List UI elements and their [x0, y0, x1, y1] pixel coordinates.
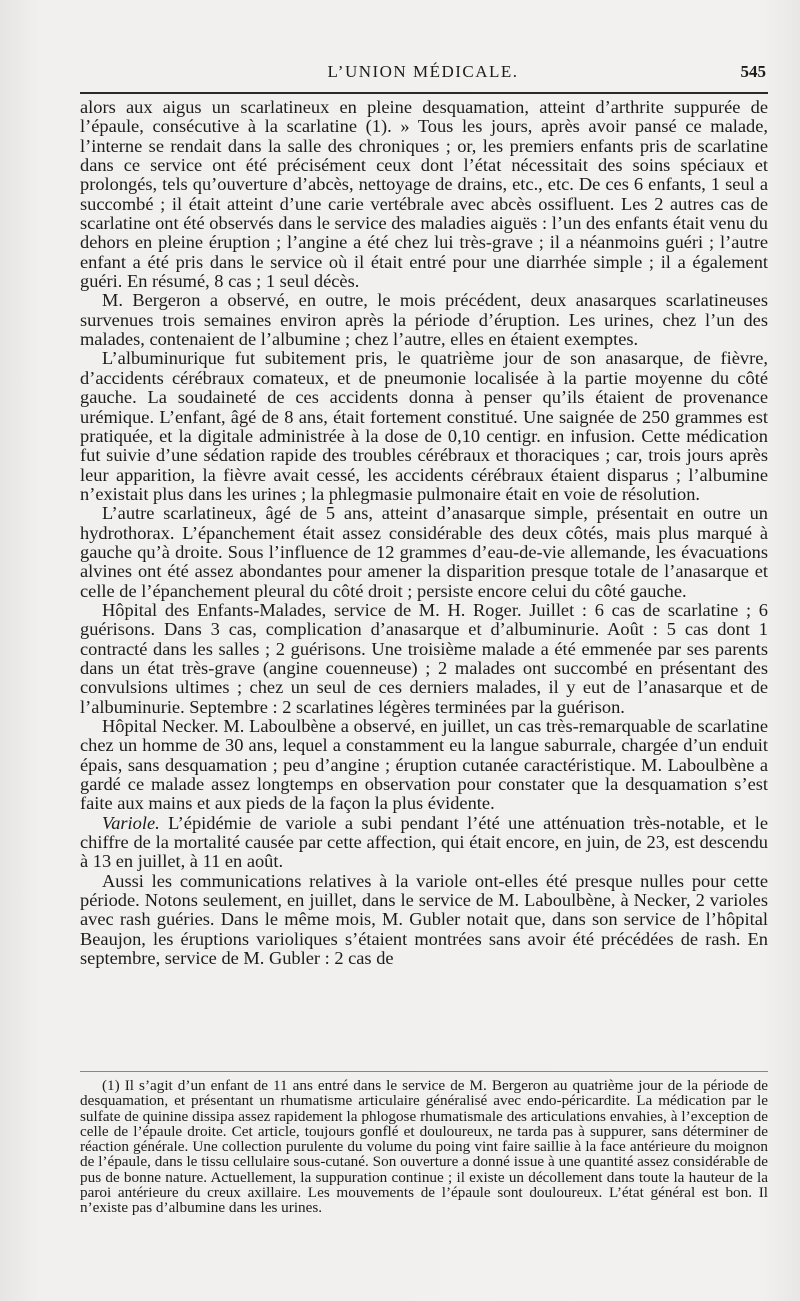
page-header: [78, 60, 768, 90]
paragraph-3: L’albuminurique fut subitement pris, le quatrième jour de son anasarque, de fièvre, d’accidents cérébraux comateux, et de pneumonie localisée à la partie moyenne du côté gauche. La soudaineté de ces accidents donna à penser qu’ils étaient de provenance urémique. L’enfant, âgé de 8 ans, était fortement constitué. Une saignée de 250 grammes est pratiquée, et la digitale administrée à la dose de 0,10 centigr. en infusion. Cette médication fut suivie d’une sédation rapide des troubles cérébraux et thoraciques ; car, trois jours après leur apparition, la fièvre avait cessé, les accidents cérébraux étaient disparus ; l’albumine n’existait plus dans les urines ; la phlegmasie pulmonaire était en voie de résolution.: [80, 348, 768, 504]
section-label-variole: Variole.: [102, 812, 160, 833]
paragraph-7-variole: [80, 814, 768, 872]
header-rule: [80, 92, 768, 94]
running-title: L’UNION MÉDICALE.: [327, 62, 519, 81]
page-number: 545: [740, 62, 766, 81]
paragraph-8: Aussi les communications relatives à la variole ont-elles été presque nulles pour cette période. Notons seulement, en juillet, dans le service de M. Laboulbène, à Necker, 2 varioles avec rash guéries. Dans le même mois, M. Gubler notait que, dans son service de l’hôpital Beaujon, les éruptions varioliques s’étaient montrées sans avoir été précédées de rash. En septembre, service de M. Gubler : 2 cas de: [80, 870, 768, 969]
paragraph-7-text: L’épidémie de variole a subi pendant l’été une atténuation très-notable, et le chiffre de la mortalité causée par cette affection, qui était encore, en juin, de 23, est descendu à 13 en juillet, à 11 en août.: [80, 812, 768, 872]
main-text: [80, 98, 768, 968]
paragraph-5: Hôpital des Enfants-Malades, service de M. H. Roger. Juillet : 6 cas de scarlatine ; 6 guérisons. Dans 3 cas, complication d’anasarque et d’albuminurie. Août : 5 cas dont 1 contracté dans les salles ; 2 guérisons. Une troisième malade a été emmenée par ses parents dans un état très-grave (angine couenneuse) ; 2 malades ont succombé en présentant des convulsions ultimes ; chez un seul de ces derniers malades, il y eut de l’anasarque et de l’albuminurie. Septembre : 2 scarlatines légères terminées par la guérison.: [80, 599, 768, 717]
footnote-rule: [80, 1071, 768, 1072]
paragraph-4: L’autre scarlatineux, âgé de 5 ans, atteint d’anasarque simple, présentait en outre un hydrothorax. L’épanchement était assez considérable des deux côtés, mais plus marqué à gauche qu’à droite. Sous l’influence de 12 grammes d’eau-de-vie allemande, les évacuations alvines ont été assez abondantes pour amener la disparition presque totale de l’anasarque et celle de l’épanchement pleural du côté droit ; persiste encore celui du côté gauche.: [80, 503, 768, 601]
paragraph-2: M. Bergeron a observé, en outre, le mois précédent, deux anasarques scarlatineuses survenues trois semaines environ après la période d’éruption. Les urines, chez l’un des malades, contenaient de l’albumine ; chez l’autre, elles en étaient exemptes.: [80, 290, 768, 350]
paragraph-1: alors aux aigus un scarlatineux en pleine desquamation, atteint d’arthrite suppurée de l’épaule, consécutive à la scarlatine (1). » Tous les jours, après avoir pansé ce malade, l’interne se rendait dans la salle des chroniques ; or, les premiers enfants pris de scarlatine dans ce service ont été précisément ceux dont l’état nécessitait des soins spéciaux et prolongés, tels qu’ouverture d’abcès, nettoyage de drains, etc., etc. De ces 6 enfants, 1 seul a succombé ; il était atteint d’une carie vertébrale avec abcès ossifluent. Les 2 autres cas de scarlatine ont été observés dans le service des maladies aiguës : l’un des enfants était venu du dehors en pleine éruption ; l’angine a été chez lui très-grave ; il a néanmoins guéri ; l’autre enfant a été pris dans le service où il était entré pour une diarrhée simple ; il a également guéri. En résumé, 8 cas ; 1 seul décès.: [80, 97, 768, 292]
paragraph-6: Hôpital Necker. M. Laboulbène a observé, en juillet, un cas très-remarquable de scarlatine chez un homme de 30 ans, lequel a constamment eu la langue saburrale, chargée d’un enduit épais, sans desquamation ; peu d’angine ; éruption cutanée caractéristique. M. Laboulbène a gardé ce malade assez longtemps en observation pour constater que la desquamation s’est faite aux mains et aux pieds de la façon la plus évidente.: [80, 716, 768, 814]
footnote-text: (1) Il s’agit d’un enfant de 11 ans entré dans le service de M. Bergeron au quatrième jour de la période de desquamation, et présentant un rhumatisme articulaire généralisé avec endo-péricardite. La médication par le sulfate de quinine dissipa assez rapidement la phlogose rhumatismale des articulations envahies, à l’exception de celle de l’épaule droite. Cet article, toujours gonflé et douloureux, ne tarda pas à suppurer, sans déterminer de réaction générale. Une collection purulente du volume du poing vint faire saillie à la face antérieure du moignon de l’épaule, dans le tissu cellulaire sous-cutané. Son ouverture a donné issue à une quantité assez considérable de pus de bonne nature. Actuellement, la suppuration continue ; il existe un décollement dans toute la hauteur de la paroi antérieure du creux axillaire. Les mouvements de l’épaule sont douloureux. L’état général est bon. Il n’existe pas d’albumine dans les urines.: [80, 1077, 768, 1217]
footnote: [80, 1078, 768, 1216]
